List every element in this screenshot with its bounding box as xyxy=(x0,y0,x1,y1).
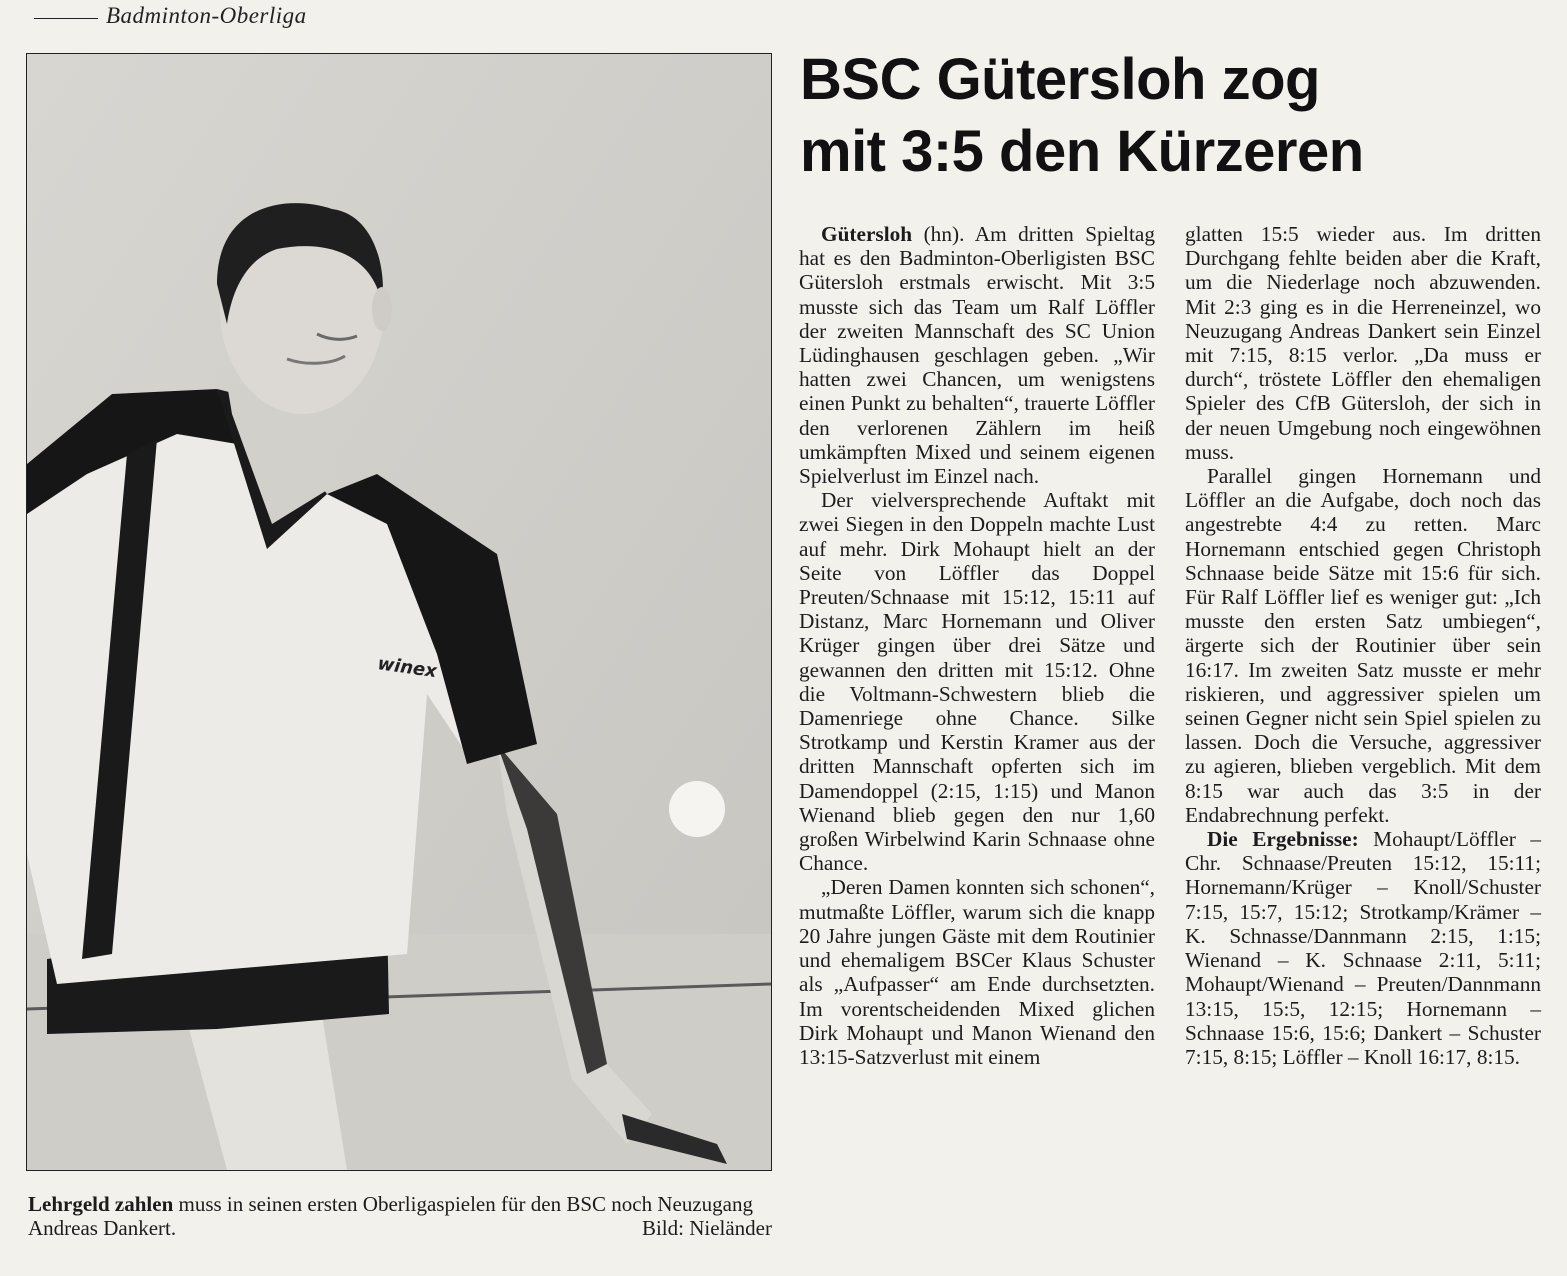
headline-line-1: BSC Gütersloh zog xyxy=(800,47,1320,112)
caption-lead: Lehrgeld zahlen xyxy=(28,1192,174,1216)
paragraph-text: (hn). Am dritten Spieltag hat es den Badminton-Oberligisten BSC Gütersloh erstmals erwischt. Mit 3:5 musste sich das Team um Ralf Löffler der zweiten Mannschaft des SC Union Lüdinghausen geschlagen geben. „Wir hatten zwei Chancen, um wenigstens einen Punkt zu behalten“, trauerte Löffler den verlorenen Zählern im heiß umkämpften Mixed und seinem eigenen Spielverlust im Einzel nach. xyxy=(799,222,1155,489)
paragraph xyxy=(799,222,1155,488)
headline xyxy=(800,44,1550,188)
photo-caption xyxy=(28,1192,772,1240)
player-photo xyxy=(26,53,772,1171)
headline-line-2: mit 3:5 den Kürzeren xyxy=(800,119,1364,184)
article-column-1 xyxy=(799,222,1155,1069)
paragraph: glatten 15:5 wieder aus. Im dritten Durchgang fehlte beiden aber die Kraft, um die Niederlage noch abzuwenden. Mit 2:3 ging es in die Herreneinzel, wo Neuzugang Andreas Dankert sein Einzel mit 7:15, 8:15 verlor. „Da muss er durch“, tröstete Löffler den ehemaligen Spieler des CfB Gütersloh, der sich in der neuen Umgebung noch eingewöhnen muss. xyxy=(1185,222,1541,464)
results-text: Mohaupt/Löffler – Chr. Schnaase/Preuten 15:12, 15:11; Hornemann/Krüger – Knoll/Schuster 7:15, 15:7, 15:12; Strotkamp/Krämer – K. Schnasse/Dannmann 2:15, 1:15; Wienand – K. Schnaase 2:11, 5:11; Mohaupt/Wienand – Preuten/Dannmann 13:15, 15:5, 12:15; Hornemann – Schnaase 15:6, 15:6; Dankert – Schuster 7:15, 8:15; Löffler – Knoll 16:17, 8:15. xyxy=(1185,827,1541,1069)
kicker-rule xyxy=(34,18,98,19)
paragraph: Der vielversprechende Auftakt mit zwei Siegen in den Doppeln machte Lust auf mehr. Dirk Mohaupt hielt an der Seite von Löffler das Doppel Preuten/Schnaase mit 15:12, 15:11 auf Distanz, Marc Hornemann und Oliver Krüger gingen über drei Sätze und gewannen den dritten mit 15:12. Ohne die Voltmann-Schwestern blieb die Damenriege ohne Chance. Silke Strotkamp und Kerstin Kramer aus der dritten Mannschaft opferten sich im Damendoppel (2:15, 1:15) und Manon Wienand blieb gegen den nur 1,60 großen Wirbelwind Karin Schnaase ohne Chance. xyxy=(799,488,1155,876)
results-paragraph xyxy=(1185,827,1541,1069)
photo-credit: Bild: Nieländer xyxy=(641,1216,772,1240)
dateline: Gütersloh xyxy=(821,222,913,246)
section-kicker: Badminton-Oberliga xyxy=(106,3,307,28)
caption-text: muss in seinen ersten Oberligaspielen für den BSC noch Neuzugang Andreas Dankert. xyxy=(28,1192,753,1240)
article-column-2 xyxy=(1185,222,1541,1069)
paragraph: „Deren Damen konnten sich schonen“, mutmaßte Löffler, warum sich die knapp 20 Jahre jungen Gäste mit dem Routinier und ehemaligem BSCer Klaus Schuster als „Aufpasser“ am Ende durchsetzten. Im vorentscheidenden Mixed glichen Dirk Mohaupt und Manon Wienand den 13:15-Satzverlust mit einem xyxy=(799,875,1155,1069)
shirt-logo: winex xyxy=(376,653,439,683)
paragraph: Parallel gingen Hornemann und Löffler an die Aufgabe, doch noch das angestrebte 4:4 zu retten. Marc Hornemann entschied gegen Christoph Schnaase beide Sätze mit 15:6 für sich. Für Ralf Löffler lief es weniger gut: „Ich musste den ersten Satz umbiegen“, ärgerte sich der Routinier über sein 16:17. Im zweiten Satz musste er mehr riskieren, und aggressiver spielen um seinen Gegner nicht sein Spiel spielen zu lassen. Doch die Versuche, aggressiver zu agieren, blieben vergeblich. Mit dem 8:15 war auch das 3:5 in der Endabrechnung perfekt. xyxy=(1185,464,1541,827)
results-label: Die Ergebnisse: xyxy=(1207,827,1359,852)
